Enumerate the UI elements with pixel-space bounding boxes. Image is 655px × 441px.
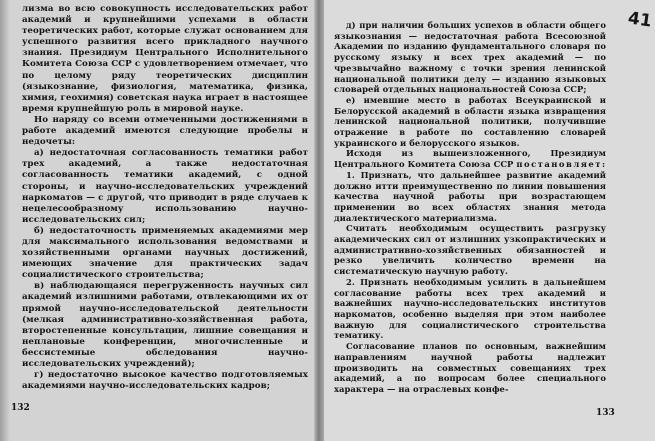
right-paragraph-6: 2. Признать необходимым усилить в дальнейшем согласование работы всех трех академий и важнейших научно-исследовательских институтов наркоматов, особенно выделяя при этом наиболее важную для социалистического строительства тематику. (334, 276, 606, 341)
resolves-spaced-word: постановляет (516, 159, 602, 170)
right-paragraph-2: е) имевшие место в работах Всеукраинской и Белорусской академий в области языка извращения ленинской национальной политики, получившие отражение в работе по составлению словарей украинского и белорусского языков. (334, 94, 606, 148)
right-paragraph-3 (334, 148, 606, 169)
left-paragraph-6: г) недостаточно высокое качество подготовляемых академиями научно-исследовательских кадров; (22, 370, 308, 392)
resolution-colon: : (601, 159, 606, 170)
left-page-edge-shadow (0, 0, 10, 441)
handwritten-page-mark: 41 (626, 8, 653, 32)
right-paragraph-7: Согласование планов по основным, важнейшим направлениям научной работы надлежит производить на совместных совещаниях трех академий, а по вопросам более специального характера — на отраслевых конфе- (334, 341, 606, 394)
left-paragraph-2: Но наряду со всеми отмеченными достижениями в работе академий имеются следующие пробелы и недочеты: (22, 114, 308, 148)
right-paragraph-4: 1. Признать, что дальнейшее развитие академий должно итти преимущественно по линии повышения качества научной работы при возрастающем применении во всех областях знания метода диалектического материализма. (334, 169, 606, 223)
left-paragraph-4: б) недостаточность применяемых академиями мер для максимального использования ведомствами и хозяйственными органами научных достижений, имеющих значение для практических задач социалистического строительства; (22, 225, 308, 281)
right-page-number: 133 (596, 408, 615, 418)
left-page-number: 132 (11, 403, 30, 413)
left-paragraph-1: лизма во всю совокупность исследовательских работ академий и крупнейшими успехами в области теоретических работ, которые служат основанием для успешного развития всего прикладного научного знания. Президиум Центрального Исполнительного Комитета Союза ССР с удовлетворением отмечает, что по целому ряду теоретических дисциплин (языкознание, физиология, математика, физика, химия, геохимия) советская наука играет в настоящее время крупнейшую роль в мировой науке. (22, 4, 308, 114)
book-gutter (314, 0, 324, 441)
left-paragraph-5: в) наблюдающаяся перегруженность научных сил академий излишними работами, отвлекающими их от прямой научно-исследовательской деятельности (мелкая административно-хозяйственная работа, второстепенные консультации, лишние совещания и неплановые конференции, многочисленные и бессистемные обследования научно-исследовательских учреждений); (22, 281, 308, 369)
left-page-body (22, 4, 308, 392)
left-paragraph-3: а) недостаточная согласованность тематики работ трех академий, а также недостаточная согласованность тематики академий, с одной стороны, и научно-исследовательских учреждений наркоматов — с другой, что приводит в ряде случаев к нецелесообразному использованию научно-исследовательских сил; (22, 148, 308, 225)
right-paragraph-5: Считать необходимым осуществить разгрузку академических сил от излишних узкопрактических и административно-хозяйственных обязанностей и резко увеличить количество времени на систематическую научную работу. (334, 223, 606, 277)
right-page-body (334, 20, 606, 395)
resolution-lead-in: Исходя из вышеизложенного, Президиум Центрального Комитета Союза ССР (334, 148, 606, 170)
right-paragraph-1: д) при наличии больших успехов в области общего языкознания — недостаточная работа Всесоюзной Академии по изданию фундаментального словаря по русскому языку и всех трех академий — по чрезвычайно важному с точки зрения ленинской национальной политики делу — изданию языковых словарей отдельных национальностей Союза ССР; (334, 20, 606, 95)
